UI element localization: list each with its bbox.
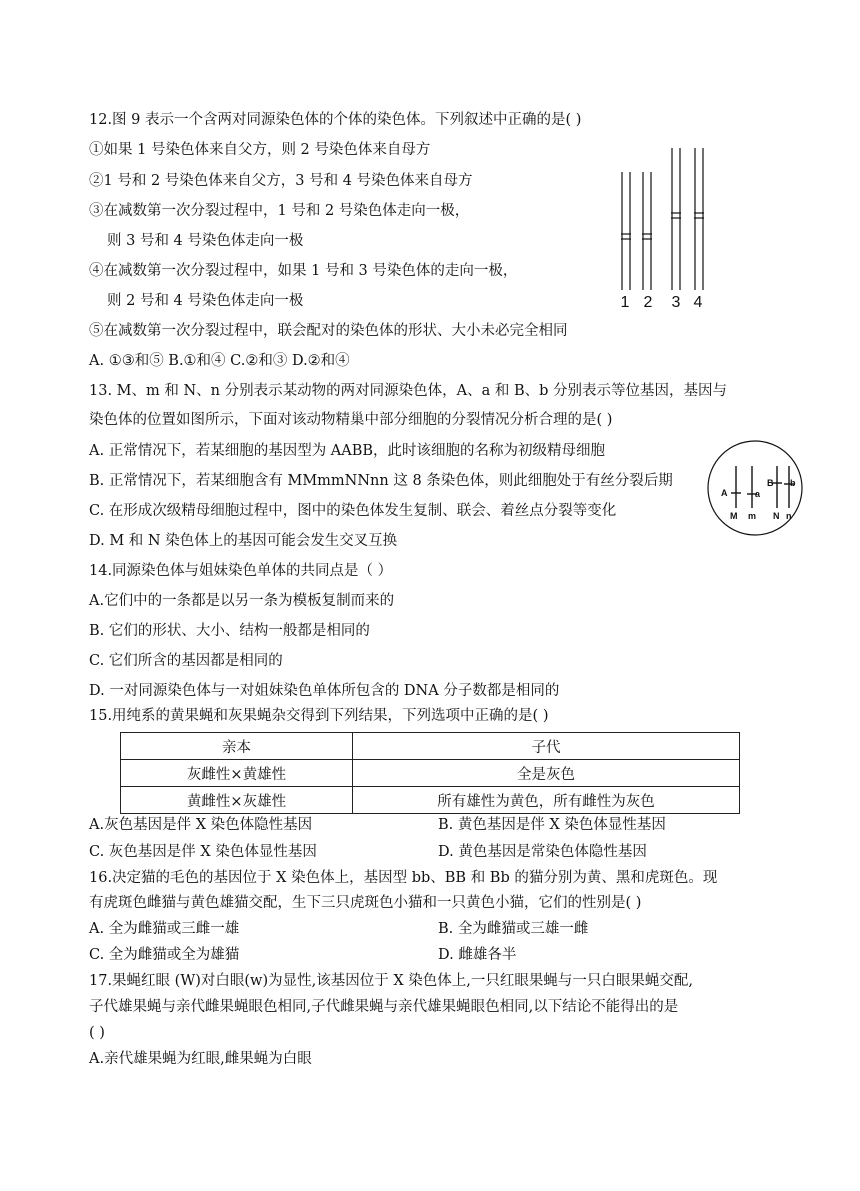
q12-options: A. ①③和⑤ B.①和④ C.②和③ D.②和④ xyxy=(89,353,350,369)
fig9-label-1: 1 xyxy=(620,294,630,310)
table-cell: 黄雌性×灰雄性 xyxy=(121,787,353,814)
q12-chromosome-figure xyxy=(610,140,720,310)
q12-stem: 12.图 9 表示一个含两对同源染色体的个体的染色体。下列叙述中正确的是( ) xyxy=(89,112,582,128)
q16-option-d: D. 雌雄各半 xyxy=(438,947,517,963)
chromosome-n-label: n xyxy=(786,511,792,521)
table-cell: 全是灰色 xyxy=(353,760,740,787)
q13-option-a: A. 正常情况下，若某细胞的基因型为 AABB，此时该细胞的名称为初级精母细胞 xyxy=(89,443,606,459)
gene-a-label: a xyxy=(755,489,761,499)
q15-option-a: A.灰色基因是伴 X 染色体隐性基因 xyxy=(89,817,313,833)
fig9-label-2: 2 xyxy=(643,294,653,310)
gene-A-label: A xyxy=(721,488,728,498)
q17-stem-1: 17.果蝇红眼 (W)对白眼(w)为显性,该基因位于 X 染色体上,一只红眼果蝇与一只白眼果蝇交配, xyxy=(89,973,693,989)
q13-option-d: D. M 和 N 染色体上的基因可能会发生交叉互换 xyxy=(89,533,398,549)
q14-option-b: B. 它们的形状、大小、结构一般都是相同的 xyxy=(89,623,370,639)
q16-option-b: B. 全为雌猫或三雄一雌 xyxy=(438,921,589,937)
q17-option-a: A.亲代雄果蝇为红眼,雌果蝇为白眼 xyxy=(89,1051,312,1067)
q12-statement-4-cont: 则 2 号和 4 号染色体走向一极 xyxy=(107,293,304,309)
table-header-offspring: 子代 xyxy=(353,733,740,760)
q16-option-c: C. 全为雌猫或全为雄猫 xyxy=(89,947,240,963)
q15-option-d: D. 黄色基因是常染色体隐性基因 xyxy=(438,844,647,860)
q15-stem: 15.用纯系的黄果蝇和灰果蝇杂交得到下列结果，下列选项中正确的是( ) xyxy=(89,708,549,724)
gene-B-label: B xyxy=(767,478,774,488)
fig9-label-3: 3 xyxy=(671,294,681,310)
chromosome-N-label: N xyxy=(773,511,780,521)
chromosome-m-label: m xyxy=(748,511,757,521)
q16-stem-2: 有虎斑色雌猫与黄色雄猫交配，生下三只虎斑色小猫和一只黄色小猫，它们的性别是( ) xyxy=(89,895,642,911)
q16-option-a: A. 全为雌猫或三雌一雄 xyxy=(89,921,240,937)
q13-option-c: C. 在形成次级精母细胞过程中，图中的染色体发生复制、联会、着丝点分裂等变化 xyxy=(89,503,617,519)
q15-cross-table xyxy=(120,732,740,814)
q13-cell-figure xyxy=(705,438,805,538)
table-row xyxy=(121,760,740,787)
q15-option-b: B. 黄色基因是伴 X 染色体显性基因 xyxy=(438,817,666,833)
q13-option-b: B. 正常情况下，若某细胞含有 MMmmNNnn 这 8 条染色体，则此细胞处于有丝分裂后期 xyxy=(89,473,673,489)
q12-statement-4: ④在减数第一次分裂过程中，如果 1 号和 3 号染色体的走向一极， xyxy=(89,263,518,279)
table-cell: 灰雌性×黄雄性 xyxy=(121,760,353,787)
fig9-label-4: 4 xyxy=(693,294,703,310)
q13-stem-2: 染色体的位置如图所示，下面对该动物精巢中部分细胞的分裂情况分析合理的是( ) xyxy=(89,412,613,428)
table-header-row xyxy=(121,733,740,760)
chromosome-M-label: M xyxy=(730,511,738,521)
q14-option-a: A.它们中的一条都是以另一条为模板复制而来的 xyxy=(89,593,395,609)
gene-b-label: b xyxy=(790,478,796,488)
table-cell: 所有雄性为黄色，所有雌性为灰色 xyxy=(353,787,740,814)
q12-statement-3: ③在减数第一次分裂过程中，1 号和 2 号染色体走向一极， xyxy=(89,203,470,219)
q13-stem-1: 13. M、m 和 N、n 分别表示某动物的两对同源染色体，A、a 和 B、b 分别表示等位基因，基因与 xyxy=(89,383,727,399)
q14-stem: 14.同源染色体与姐妹染色单体的共同点是（ ） xyxy=(89,563,393,579)
q15-option-c: C. 灰色基因是伴 X 染色体显性基因 xyxy=(89,844,317,860)
q12-statement-5: ⑤在减数第一次分裂过程中，联会配对的染色体的形状、大小未必完全相同 xyxy=(89,323,568,339)
table-row xyxy=(121,787,740,814)
q12-statement-2: ②1 号和 2 号染色体来自父方，3 号和 4 号染色体来自母方 xyxy=(89,173,473,189)
q17-stem-3: ( ) xyxy=(89,1025,105,1041)
q12-statement-1: ①如果 1 号染色体来自父方，则 2 号染色体来自母方 xyxy=(89,142,431,158)
table-header-parents: 亲本 xyxy=(121,733,353,760)
q14-option-d: D. 一对同源染色体与一对姐妹染色单体所包含的 DNA 分子数都是相同的 xyxy=(89,683,560,699)
q16-stem-1: 16.决定猫的毛色的基因位于 X 染色体上，基因型 bb、BB 和 Bb 的猫分别为黄、黑和虎斑色。现 xyxy=(89,870,718,886)
q14-option-c: C. 它们所含的基因都是相同的 xyxy=(89,653,283,669)
q17-stem-2: 子代雄果蝇与亲代雌果蝇眼色相同,子代雌果蝇与亲代雄果蝇眼色相同,以下结论不能得出的是 xyxy=(89,999,679,1015)
q12-statement-3-cont: 则 3 号和 4 号染色体走向一极 xyxy=(107,233,304,249)
